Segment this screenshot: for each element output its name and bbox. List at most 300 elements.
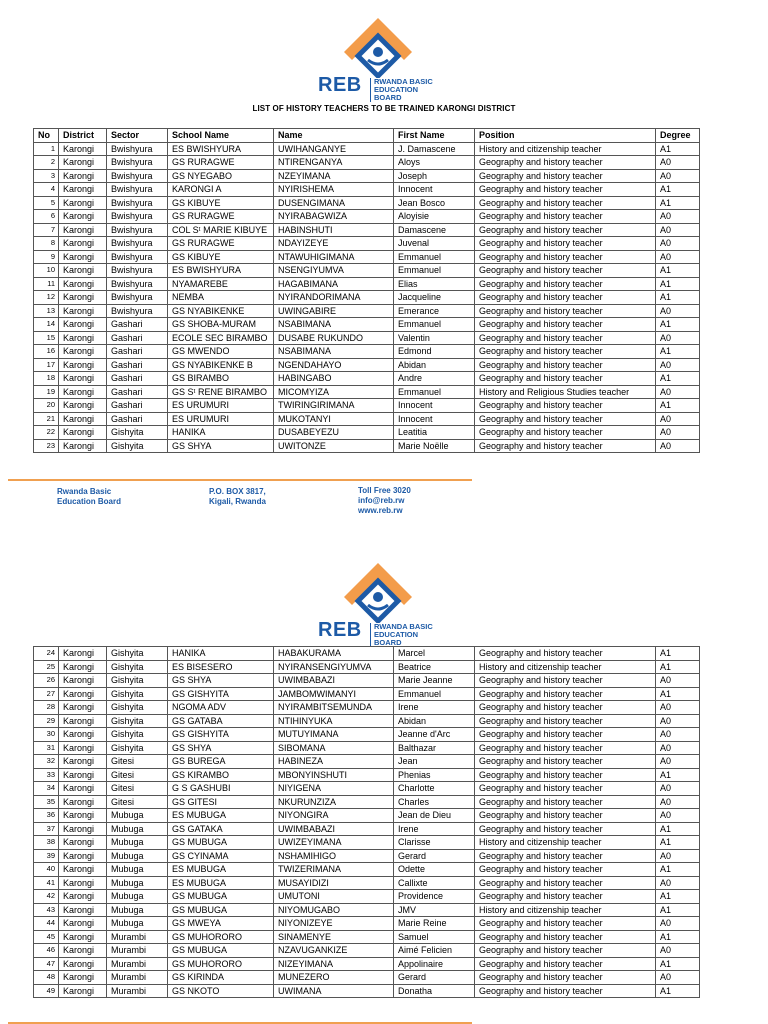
cell-name: NTAWUHIGIMANA (274, 250, 394, 264)
cell-first-name: Aimé Felicien (394, 944, 475, 958)
cell-sector: Mubuga (107, 917, 168, 931)
header-degree: Degree (656, 129, 700, 143)
cell-district: Karongi (59, 372, 107, 386)
cell-no: 23 (34, 439, 59, 453)
cell-first-name: Callixte (394, 876, 475, 890)
cell-degree: A0 (656, 714, 700, 728)
cell-name: DUSABEYEZU (274, 426, 394, 440)
reb-logo-page-2 (318, 561, 438, 647)
cell-position: Geography and history teacher (475, 250, 656, 264)
table-row (34, 142, 700, 156)
cell-district: Karongi (59, 755, 107, 769)
cell-no: 37 (34, 822, 59, 836)
table-row (34, 318, 700, 332)
cell-degree: A0 (656, 412, 700, 426)
cell-name: MUNEZERO (274, 971, 394, 985)
cell-position: Geography and history teacher (475, 399, 656, 413)
cell-name: MICOMYIZA (274, 385, 394, 399)
cell-degree: A1 (656, 142, 700, 156)
cell-position: Geography and history teacher (475, 701, 656, 715)
cell-district: Karongi (59, 291, 107, 305)
cell-first-name: Innocent (394, 412, 475, 426)
cell-sector: Gishyita (107, 674, 168, 688)
cell-school-name: GS Sᵗ RENE BIRAMBO (168, 385, 274, 399)
cell-position: Geography and history teacher (475, 957, 656, 971)
cell-first-name: Jeanne d'Arc (394, 728, 475, 742)
cell-school-name: ECOLE SEC BIRAMBO (168, 331, 274, 345)
table-row (34, 183, 700, 197)
header-first-name: First Name (394, 129, 475, 143)
cell-no: 46 (34, 944, 59, 958)
cell-name: HABINSHUTI (274, 223, 394, 237)
board-name-line2: EDUCATION BOARD (374, 85, 419, 102)
cell-no: 45 (34, 930, 59, 944)
cell-position: Geography and history teacher (475, 210, 656, 224)
cell-school-name: GS NYEGABO (168, 169, 274, 183)
cell-first-name: Charles (394, 795, 475, 809)
cell-no: 6 (34, 210, 59, 224)
cell-position: Geography and history teacher (475, 169, 656, 183)
cell-school-name: ES MUBUGA (168, 809, 274, 823)
cell-no: 17 (34, 358, 59, 372)
footer-website: www.reb.rw (358, 506, 403, 515)
cell-school-name: GS KIRINDA (168, 971, 274, 985)
cell-position: Geography and history teacher (475, 264, 656, 278)
cell-school-name: NGOMA ADV (168, 701, 274, 715)
cell-district: Karongi (59, 210, 107, 224)
cell-school-name: GS KIRAMBO (168, 768, 274, 782)
cell-degree: A0 (656, 237, 700, 251)
cell-degree: A1 (656, 660, 700, 674)
cell-first-name: Damascene (394, 223, 475, 237)
table-row (34, 984, 700, 998)
cell-degree: A0 (656, 331, 700, 345)
teachers-table-page-1 (33, 128, 700, 453)
cell-school-name: NYAMAREBE (168, 277, 274, 291)
cell-sector: Mubuga (107, 903, 168, 917)
cell-degree: A0 (656, 250, 700, 264)
cell-degree: A1 (656, 822, 700, 836)
document-title: LIST OF HISTORY TEACHERS TO BE TRAINED KARONGI DISTRICT (252, 104, 516, 113)
cell-first-name: JMV (394, 903, 475, 917)
cell-school-name: GS GISHYITA (168, 687, 274, 701)
cell-degree: A0 (656, 358, 700, 372)
footer-contact (358, 486, 411, 516)
cell-no: 15 (34, 331, 59, 345)
cell-position: Geography and history teacher (475, 714, 656, 728)
cell-position: Geography and history teacher (475, 728, 656, 742)
cell-no: 31 (34, 741, 59, 755)
cell-school-name: ES URUMURI (168, 412, 274, 426)
cell-degree: A1 (656, 399, 700, 413)
cell-district: Karongi (59, 701, 107, 715)
cell-first-name: Marie Reine (394, 917, 475, 931)
table-row (34, 930, 700, 944)
cell-degree: A0 (656, 741, 700, 755)
cell-school-name: HANIKA (168, 647, 274, 661)
footer-org-line1: Rwanda Basic (57, 487, 112, 496)
reb-emblem-icon (340, 561, 416, 623)
cell-district: Karongi (59, 399, 107, 413)
cell-degree: A1 (656, 984, 700, 998)
cell-district: Karongi (59, 822, 107, 836)
reb-wordmark: REB (318, 619, 362, 641)
cell-name: HABAKURAMA (274, 647, 394, 661)
cell-school-name: GS RURAGWE (168, 210, 274, 224)
cell-sector: Bwishyura (107, 210, 168, 224)
cell-district: Karongi (59, 674, 107, 688)
footer-tollfree: Toll Free 3020 (358, 486, 411, 495)
header-no: No (34, 129, 59, 143)
cell-degree: A0 (656, 795, 700, 809)
cell-no: 48 (34, 971, 59, 985)
cell-sector: Gitesi (107, 755, 168, 769)
cell-position: Geography and history teacher (475, 426, 656, 440)
cell-name: NSHAMIHIGO (274, 849, 394, 863)
table-row (34, 264, 700, 278)
cell-degree: A1 (656, 768, 700, 782)
board-name (370, 78, 438, 102)
cell-degree: A1 (656, 890, 700, 904)
cell-position: Geography and history teacher (475, 917, 656, 931)
cell-sector: Bwishyura (107, 169, 168, 183)
cell-sector: Bwishyura (107, 264, 168, 278)
table-row (34, 345, 700, 359)
cell-first-name: Aloyisie (394, 210, 475, 224)
table-row (34, 728, 700, 742)
table-body-page-1 (34, 142, 700, 453)
cell-degree: A0 (656, 210, 700, 224)
cell-name: NTIHINYUKA (274, 714, 394, 728)
cell-name: NIYOMUGABO (274, 903, 394, 917)
cell-name: NIZEYIMANA (274, 957, 394, 971)
table-row (34, 768, 700, 782)
cell-first-name: Valentin (394, 331, 475, 345)
cell-position: Geography and history teacher (475, 863, 656, 877)
cell-name: UWIHANGANYE (274, 142, 394, 156)
cell-position: History and citizenship teacher (475, 660, 656, 674)
cell-no: 11 (34, 277, 59, 291)
cell-sector: Bwishyura (107, 291, 168, 305)
cell-degree: A1 (656, 687, 700, 701)
table-row (34, 809, 700, 823)
cell-degree: A1 (656, 957, 700, 971)
cell-school-name: GS MUHORORO (168, 930, 274, 944)
cell-first-name: Innocent (394, 183, 475, 197)
cell-position: Geography and history teacher (475, 183, 656, 197)
cell-degree: A0 (656, 755, 700, 769)
cell-district: Karongi (59, 331, 107, 345)
cell-name: MBONYINSHUTI (274, 768, 394, 782)
table-row (34, 156, 700, 170)
table-row (34, 944, 700, 958)
cell-sector: Mubuga (107, 863, 168, 877)
cell-position: Geography and history teacher (475, 755, 656, 769)
cell-name: NIYONGIRA (274, 809, 394, 823)
cell-position: Geography and history teacher (475, 687, 656, 701)
cell-name: NKURUNZIZA (274, 795, 394, 809)
cell-first-name: Emmanuel (394, 318, 475, 332)
cell-no: 9 (34, 250, 59, 264)
cell-first-name: Aloys (394, 156, 475, 170)
table-row (34, 223, 700, 237)
cell-first-name: Gerard (394, 971, 475, 985)
cell-district: Karongi (59, 836, 107, 850)
cell-name: HABINEZA (274, 755, 394, 769)
table-row (34, 782, 700, 796)
cell-first-name: Marie Jeanne (394, 674, 475, 688)
cell-sector: Bwishyura (107, 196, 168, 210)
cell-degree: A0 (656, 849, 700, 863)
table-row (34, 822, 700, 836)
footer-address-line1: P.O. BOX 3817, (209, 487, 266, 496)
cell-first-name: Samuel (394, 930, 475, 944)
table-row (34, 876, 700, 890)
cell-district: Karongi (59, 782, 107, 796)
cell-school-name: GS SHYA (168, 741, 274, 755)
cell-first-name: Marcel (394, 647, 475, 661)
cell-degree: A1 (656, 277, 700, 291)
cell-no: 35 (34, 795, 59, 809)
cell-degree: A0 (656, 156, 700, 170)
cell-position: Geography and history teacher (475, 809, 656, 823)
cell-position: Geography and history teacher (475, 223, 656, 237)
cell-no: 36 (34, 809, 59, 823)
cell-first-name: Irene (394, 701, 475, 715)
cell-sector: Gashari (107, 399, 168, 413)
cell-degree: A0 (656, 169, 700, 183)
cell-name: NZAVUGANKIZE (274, 944, 394, 958)
cell-no: 20 (34, 399, 59, 413)
cell-school-name: GS MUBUGA (168, 903, 274, 917)
header-sector: Sector (107, 129, 168, 143)
cell-school-name: GS SHYA (168, 674, 274, 688)
cell-district: Karongi (59, 714, 107, 728)
cell-district: Karongi (59, 412, 107, 426)
board-name-line1: RWANDA BASIC (374, 77, 433, 86)
cell-sector: Gishyita (107, 426, 168, 440)
cell-school-name: GS RURAGWE (168, 237, 274, 251)
cell-name: NYIRAMBITSEMUNDA (274, 701, 394, 715)
cell-first-name: Jean de Dieu (394, 809, 475, 823)
cell-sector: Gishyita (107, 714, 168, 728)
cell-sector: Mubuga (107, 822, 168, 836)
cell-first-name: Beatrice (394, 660, 475, 674)
cell-no: 10 (34, 264, 59, 278)
reb-emblem-icon (340, 16, 416, 78)
cell-sector: Murambi (107, 930, 168, 944)
footer-org-line2: Education Board (57, 497, 122, 506)
cell-no: 49 (34, 984, 59, 998)
cell-no: 29 (34, 714, 59, 728)
table-row (34, 890, 700, 904)
cell-degree: A1 (656, 647, 700, 661)
cell-district: Karongi (59, 647, 107, 661)
cell-district: Karongi (59, 741, 107, 755)
cell-district: Karongi (59, 687, 107, 701)
cell-school-name: GS MWEYA (168, 917, 274, 931)
cell-sector: Mubuga (107, 849, 168, 863)
cell-first-name: Abidan (394, 358, 475, 372)
cell-no: 39 (34, 849, 59, 863)
cell-position: Geography and history teacher (475, 795, 656, 809)
cell-first-name: Emerance (394, 304, 475, 318)
cell-first-name: Charlotte (394, 782, 475, 796)
cell-first-name: Emmanuel (394, 264, 475, 278)
cell-first-name: Odette (394, 863, 475, 877)
cell-name: NYIRISHEMA (274, 183, 394, 197)
cell-sector: Mubuga (107, 836, 168, 850)
cell-district: Karongi (59, 318, 107, 332)
reb-logo (318, 16, 438, 102)
cell-position: Geography and history teacher (475, 890, 656, 904)
table-row (34, 196, 700, 210)
table-row (34, 169, 700, 183)
cell-sector: Gashari (107, 372, 168, 386)
cell-first-name: Leatitia (394, 426, 475, 440)
cell-no: 14 (34, 318, 59, 332)
table-row (34, 426, 700, 440)
table-header-row (34, 129, 700, 143)
cell-first-name: Juvenal (394, 237, 475, 251)
cell-name: TWIZERIMANA (274, 863, 394, 877)
cell-school-name: GS MUBUGA (168, 944, 274, 958)
cell-school-name: COL Sᵗ MARIE KIBUYE (168, 223, 274, 237)
cell-name: NTIRENGANYA (274, 156, 394, 170)
cell-no: 32 (34, 755, 59, 769)
cell-name: MUKOTANYI (274, 412, 394, 426)
table-row (34, 412, 700, 426)
cell-degree: A0 (656, 223, 700, 237)
cell-sector: Bwishyura (107, 156, 168, 170)
cell-school-name: ES BWISHYURA (168, 142, 274, 156)
cell-position: Geography and history teacher (475, 930, 656, 944)
cell-name: HAGABIMANA (274, 277, 394, 291)
cell-name: JAMBOMWIMANYI (274, 687, 394, 701)
cell-no: 22 (34, 426, 59, 440)
cell-first-name: Emmanuel (394, 687, 475, 701)
table-row (34, 385, 700, 399)
cell-no: 33 (34, 768, 59, 782)
cell-district: Karongi (59, 984, 107, 998)
cell-position: Geography and history teacher (475, 876, 656, 890)
cell-sector: Gishyita (107, 741, 168, 755)
cell-position: Geography and history teacher (475, 331, 656, 345)
cell-no: 7 (34, 223, 59, 237)
cell-first-name: Elias (394, 277, 475, 291)
cell-school-name: GS MWENDO (168, 345, 274, 359)
cell-first-name: Innocent (394, 399, 475, 413)
cell-school-name: GS RURAGWE (168, 156, 274, 170)
cell-no: 21 (34, 412, 59, 426)
cell-first-name: Andre (394, 372, 475, 386)
cell-name: TWIRINGIRIMANA (274, 399, 394, 413)
cell-degree: A0 (656, 876, 700, 890)
cell-degree: A1 (656, 372, 700, 386)
cell-name: SINAMENYE (274, 930, 394, 944)
cell-district: Karongi (59, 971, 107, 985)
cell-school-name: KARONGI A (168, 183, 274, 197)
cell-first-name: Marie Noëlle (394, 439, 475, 453)
cell-district: Karongi (59, 863, 107, 877)
table-row (34, 372, 700, 386)
cell-first-name: Edmond (394, 345, 475, 359)
cell-sector: Gashari (107, 385, 168, 399)
cell-school-name: ES MUBUGA (168, 863, 274, 877)
cell-no: 30 (34, 728, 59, 742)
footer-divider (8, 479, 472, 481)
cell-no: 43 (34, 903, 59, 917)
table-row (34, 701, 700, 715)
cell-position: History and citizenship teacher (475, 836, 656, 850)
cell-first-name: Providence (394, 890, 475, 904)
cell-degree: A0 (656, 809, 700, 823)
cell-school-name: GS BUREGA (168, 755, 274, 769)
table-row (34, 741, 700, 755)
cell-sector: Murambi (107, 971, 168, 985)
cell-sector: Murambi (107, 944, 168, 958)
cell-district: Karongi (59, 903, 107, 917)
cell-sector: Bwishyura (107, 183, 168, 197)
cell-name: NYIRANSENGIYUMVA (274, 660, 394, 674)
cell-degree: A0 (656, 674, 700, 688)
cell-name: UWIZEYIMANA (274, 836, 394, 850)
footer-org (57, 487, 121, 507)
cell-position: Geography and history teacher (475, 412, 656, 426)
cell-position: Geography and history teacher (475, 277, 656, 291)
header-school-name: School Name (168, 129, 274, 143)
cell-position: Geography and history teacher (475, 318, 656, 332)
cell-sector: Gitesi (107, 782, 168, 796)
cell-district: Karongi (59, 142, 107, 156)
cell-name: UWINGABIRE (274, 304, 394, 318)
cell-sector: Mubuga (107, 890, 168, 904)
cell-name: UWIMBABAZI (274, 822, 394, 836)
table-row (34, 237, 700, 251)
cell-position: Geography and history teacher (475, 647, 656, 661)
cell-district: Karongi (59, 237, 107, 251)
cell-district: Karongi (59, 930, 107, 944)
cell-sector: Gitesi (107, 768, 168, 782)
cell-sector: Bwishyura (107, 237, 168, 251)
cell-degree: A1 (656, 903, 700, 917)
cell-no: 44 (34, 917, 59, 931)
cell-sector: Bwishyura (107, 142, 168, 156)
cell-district: Karongi (59, 426, 107, 440)
table-row (34, 250, 700, 264)
reb-wordmark: REB (318, 74, 362, 96)
cell-sector: Bwishyura (107, 304, 168, 318)
cell-sector: Gashari (107, 412, 168, 426)
cell-name: NGENDAHAYO (274, 358, 394, 372)
cell-first-name: J. Damascene (394, 142, 475, 156)
cell-no: 1 (34, 142, 59, 156)
table-body-page-2 (34, 647, 700, 998)
cell-sector: Gishyita (107, 439, 168, 453)
cell-position: Geography and history teacher (475, 984, 656, 998)
cell-no: 34 (34, 782, 59, 796)
cell-sector: Gishyita (107, 701, 168, 715)
cell-district: Karongi (59, 304, 107, 318)
cell-sector: Murambi (107, 957, 168, 971)
cell-position: Geography and history teacher (475, 196, 656, 210)
table-row (34, 714, 700, 728)
header-position: Position (475, 129, 656, 143)
cell-name: NZEYIMANA (274, 169, 394, 183)
table-row (34, 755, 700, 769)
cell-district: Karongi (59, 849, 107, 863)
cell-district: Karongi (59, 768, 107, 782)
